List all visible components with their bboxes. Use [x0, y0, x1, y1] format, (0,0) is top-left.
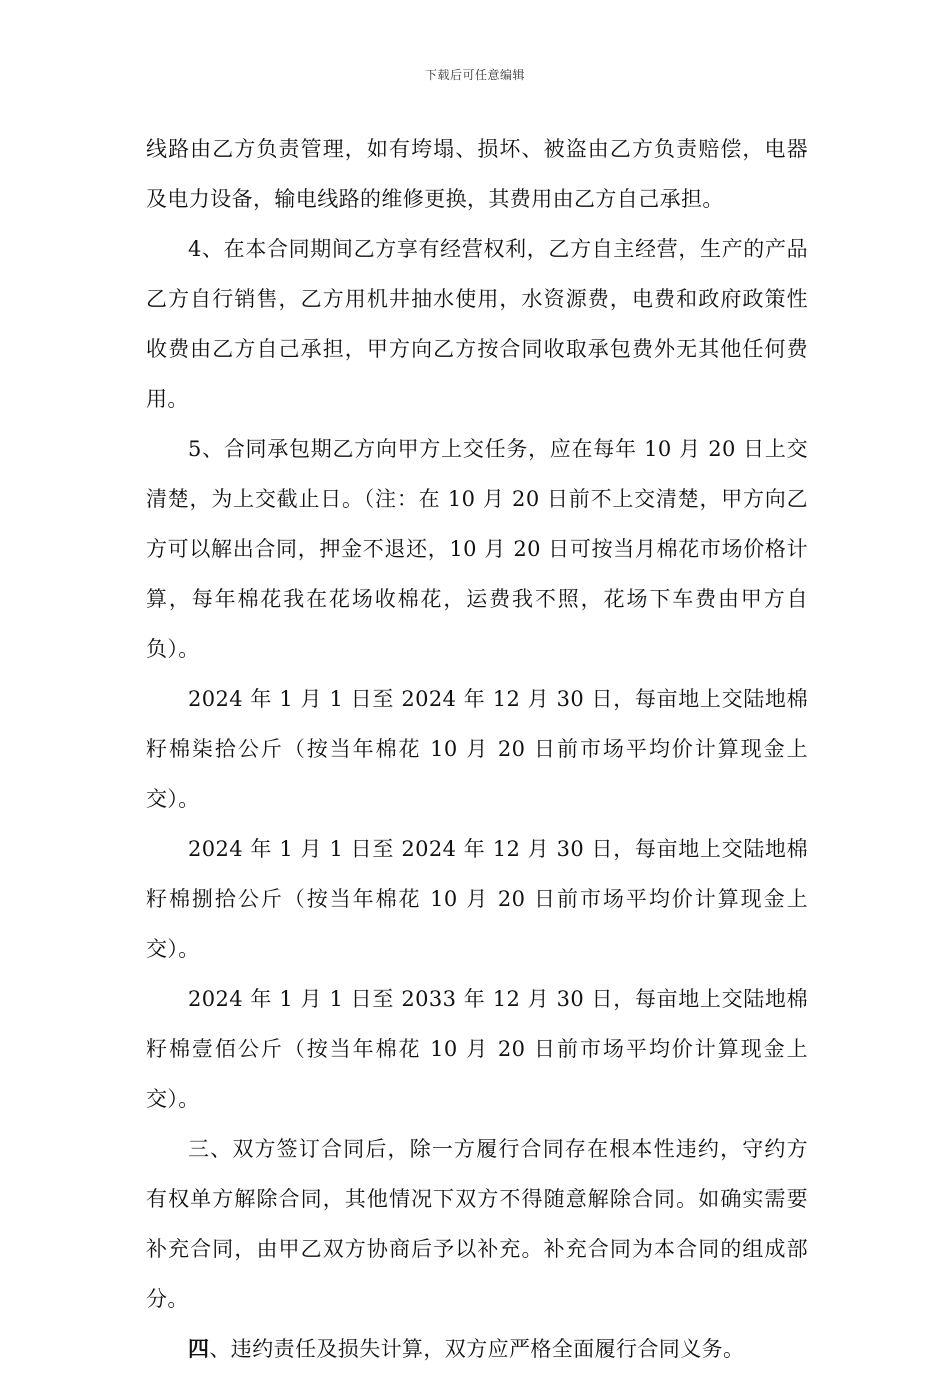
paragraph-clause-4: 4、在本合同期间乙方享有经营权利，乙方自主经营，生产的产品乙方自行销售，乙方用机井抽水使用，水资源费，电费和政府政策性收费由乙方自己承担，甲方向乙方按合同收取承包费外无其他任何费用。	[146, 237, 808, 411]
section-4-number: 四	[188, 1336, 210, 1361]
paragraph-period-2: 2024 年 1 月 1 日至 2024 年 12 月 30 日，每亩地上交陆地棉籽棉捌拾公斤（按当年棉花 10 月 20 日前市场平均价计算现金上交）。	[146, 837, 808, 961]
paragraph-period-3: 2024 年 1 月 1 日至 2033 年 12 月 30 日，每亩地上交陆地棉籽棉壹佰公斤（按当年棉花 10 月 20 日前市场平均价计算现金上交）。	[146, 987, 808, 1111]
paragraph-clause-5: 5、合同承包期乙方向甲方上交任务，应在每年 10 月 20 日上交清楚，为上交截止日。（注：在 10 月 20 日前不上交清楚，甲方向乙方可以解出合同，押金不退还，10 月 20 日可按当月棉花市场价格计算，每年棉花我在花场收棉花，运费我不照，花场下车费由甲方自负）。	[146, 437, 808, 661]
document-body	[146, 124, 808, 1374]
paragraph-section-4	[146, 1324, 808, 1374]
paragraph-section-3: 三、双方签订合同后，除一方履行合同存在根本性违约，守约方有权单方解除合同，其他情况下双方不得随意解除合同。如确实需要补充合同，由甲乙双方协商后予以补充。补充合同为本合同的组成部分。	[146, 1137, 808, 1311]
paragraph-period-1: 2024 年 1 月 1 日至 2024 年 12 月 30 日，每亩地上交陆地棉籽棉柒拾公斤（按当年棉花 10 月 20 日前市场平均价计算现金上交）。	[146, 687, 808, 811]
section-4-text: 、违约责任及损失计算，双方应严格全面履行合同义务。	[209, 1337, 745, 1361]
paragraph-continuation: 线路由乙方负责管理，如有垮塌、损坏、被盗由乙方负责赔偿，电器及电力设备，输电线路的维修更换，其费用由乙方自己承担。	[146, 137, 808, 211]
page-header-note: 下载后可任意编辑	[424, 68, 525, 82]
